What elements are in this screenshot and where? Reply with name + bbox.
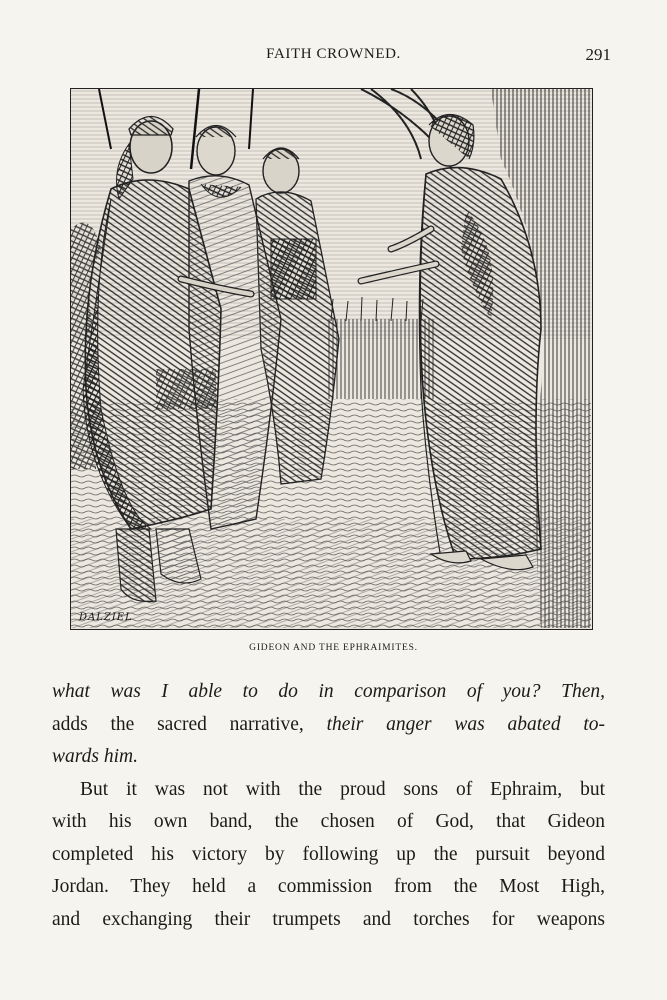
running-title: FAITH CROWNED.: [266, 46, 401, 62]
italic-text: their anger was abated to-: [326, 713, 605, 735]
italic-text: what was I able to do in comparison of you?: [52, 681, 541, 702]
italic-text: wards him.: [52, 746, 138, 767]
page-number: 291: [585, 45, 611, 64]
text-line: [52, 676, 605, 709]
text-line: Jordan. They held a commission from the Most High,: [52, 876, 605, 897]
text-line: [52, 741, 605, 774]
italic-text: Then,: [561, 681, 606, 702]
text-line: completed his victory by following up the pursuit beyond: [52, 843, 605, 865]
text-line: [52, 709, 605, 742]
body-text: [52, 676, 605, 936]
text-span: adds the sacred narrative,: [52, 713, 327, 735]
illustration-caption: GIDEON AND THE EPHRAIMITES.: [249, 643, 418, 653]
text-line: and exchanging their trumpets and torches for weapons: [52, 908, 605, 930]
text-span: [541, 681, 562, 702]
running-head: [0, 40, 667, 70]
text-line: But it was not with the proud sons of Ephraim, but: [80, 778, 605, 800]
engraver-signature: DALZIEL: [79, 612, 133, 623]
engraving-illustration: [70, 88, 593, 630]
text-line: with his own band, the chosen of God, that Gideon: [52, 811, 605, 832]
